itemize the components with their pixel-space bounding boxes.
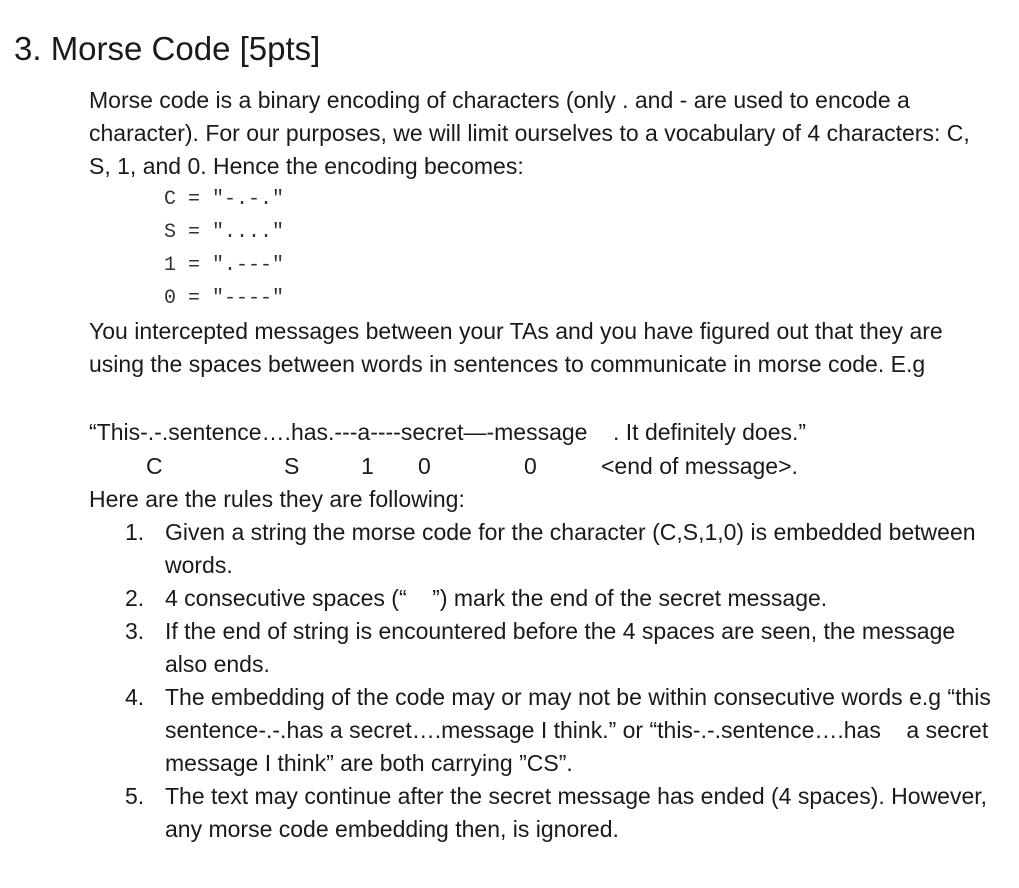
rule-text: The embedding of the code may or may not be within consecutive words e.g “this sentence-.-.has a secret….message I think.” or “this-.-.sentence….has a secret message I think” are both carrying ”CS”. <box>165 684 998 776</box>
rule-item <box>120 615 995 681</box>
decoded-1: 1 <box>361 453 374 479</box>
code-0: 0 = "----" <box>164 287 285 310</box>
decoded-s: S <box>284 453 300 479</box>
code-s: S = "...." <box>164 221 285 244</box>
decoded-0-first: 0 <box>418 453 431 479</box>
rule-text: If the end of string is encountered before the 4 spaces are seen, the message also ends. <box>165 618 956 677</box>
rule-item <box>120 516 995 582</box>
decoded-end-marker: <end of message>. <box>601 453 798 479</box>
rule-number: 1. <box>125 519 145 545</box>
decoded-c: C <box>146 453 163 479</box>
rule-item <box>120 780 995 846</box>
decoded-0-second: 0 <box>524 453 537 479</box>
rule-number: 3. <box>125 618 145 644</box>
rule-number: 4. <box>125 684 145 710</box>
rule-item <box>120 681 998 780</box>
code-1: 1 = ".---" <box>164 254 285 277</box>
rule-number: 2. <box>125 585 145 611</box>
encoding-table <box>164 183 284 315</box>
section-title: 3. Morse Code [5pts] <box>14 30 321 67</box>
example-sentence: “This-.-.sentence….has.---a----secret—-message . It definitely does.” <box>89 419 807 445</box>
rule-item <box>120 582 995 615</box>
rule-text: 4 consecutive spaces (“ ”) mark the end of the secret message. <box>165 585 828 611</box>
rule-text: The text may continue after the secret message has ended (4 spaces). However, any morse code embedding then, is ignored. <box>165 783 988 842</box>
code-c: C = "-.-." <box>164 188 285 211</box>
rule-number: 5. <box>125 783 145 809</box>
intro-paragraph: Morse code is a binary encoding of characters (only . and - are used to encode a character). For our purposes, we will limit ourselves to a vocabulary of 4 characters: C, S, 1, and 0. Hence the encoding becomes: <box>89 87 970 179</box>
intercept-paragraph: You intercepted messages between your TAs and you have figured out that they are using the spaces between words in sentences to communicate in morse code. E.g <box>89 318 943 377</box>
rule-text: Given a string the morse code for the character (C,S,1,0) is embedded between words. <box>165 519 976 578</box>
rules-intro: Here are the rules they are following: <box>89 486 465 512</box>
rules-list <box>120 516 998 846</box>
